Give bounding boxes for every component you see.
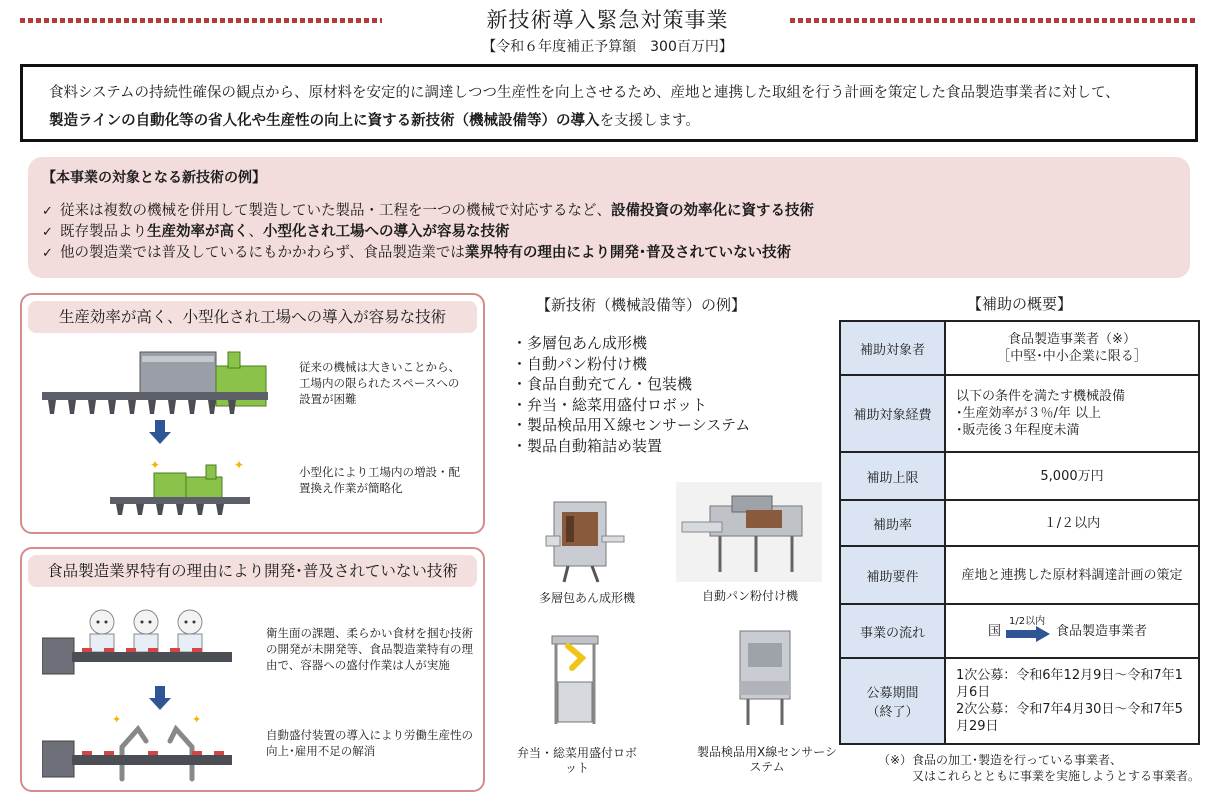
table-row: [840, 604, 1199, 658]
robot-plating-text: 自動盛付装置の導入により労働生産性の向上･雇用不足の解消: [266, 728, 473, 758]
photo-caption: 多層包あん成形機: [538, 591, 635, 605]
tech-examples-list: [512, 333, 750, 456]
check-item-mid: 、: [248, 224, 263, 240]
period-line-2: 2次公募：令和7年4月30日～令和7年5月29日: [956, 702, 1183, 734]
table-header-cell: 補助対象者: [840, 321, 945, 375]
business-flow: [946, 611, 1198, 651]
manual-plating-text: 衛生面の課題、柔らかい食材を掴む技術の開発が未開発等、食品製造業特有の理由で、容器への盛付作業は人が実施: [266, 626, 473, 672]
table-cell: [945, 321, 1199, 375]
table-cell: １/２以内: [945, 500, 1199, 546]
period-line-1: 1次公募：令和6年12月9日～令和7年1月6日: [956, 668, 1183, 700]
table-header-cell: 補助率: [840, 500, 945, 546]
table-header-cell: 事業の流れ: [840, 604, 945, 658]
target-box-title: 【本事業の対象となる新技術の例】: [42, 170, 266, 186]
cost-value-3: ･販売後３年程度未満: [956, 423, 1080, 438]
table-cell: [945, 658, 1199, 744]
check-item-bold-2: 小型化され工場への導入が容易な技術: [263, 224, 510, 240]
table-header-cell: 補助上限: [840, 452, 945, 500]
intro-line-2-bold: 製造ラインの自動化等の省人化や生産性の向上に資する新技術（機械設備等）の導入: [49, 113, 600, 129]
svg-text:✦: ✦: [112, 713, 122, 726]
svg-text:✦: ✦: [192, 713, 202, 726]
list-item: ・ 弁当・総菜用盛付ロボット: [512, 395, 750, 416]
table-row: [840, 658, 1199, 744]
table-header-cell: [840, 658, 945, 744]
table-row: [840, 452, 1199, 500]
intro-line-2-rest: を支援します。: [599, 113, 700, 129]
robot-plating-illustration: [42, 711, 232, 787]
compact-panel-title: 生産効率が高く、小型化され工場への導入が容易な技術: [28, 301, 477, 333]
photo-caption: 弁当・総菜用盛付ロボット: [516, 746, 637, 775]
compact-machine-illustration: [110, 455, 260, 519]
period-label: 公募期間: [866, 686, 919, 701]
table-row: [840, 500, 1199, 546]
target-value-1: 食品製造事業者（※）: [1008, 332, 1136, 347]
check-item-prefix: 他の製造業では普及しているにもかかわらず、食品製造業では: [60, 245, 465, 261]
table-cell: 産地と連携した原材料調達計画の策定: [945, 546, 1199, 604]
flow-target: 食品製造事業者: [1056, 624, 1148, 639]
aid-summary-heading: 【補助の概要】: [967, 295, 1073, 313]
check-item-bold: 業界特有の理由により開発･普及されていない技術: [464, 245, 792, 261]
table-row: [840, 546, 1199, 604]
aid-summary-table: [839, 320, 1200, 745]
check-icon: ✓: [42, 204, 53, 219]
industry-panel-title: 食品製造業界特有の理由により開発･普及されていない技術: [28, 555, 477, 587]
check-item-text: [60, 243, 791, 263]
plating-robot-photo: [548, 628, 604, 728]
list-item: ・ 多層包あん成形機: [512, 333, 750, 354]
check-item-bold: 生産効率が高く: [147, 224, 249, 240]
intro-line-2: [49, 107, 1169, 135]
check-icon: ✓: [42, 246, 53, 261]
list-item: ・ 製品検品用Ｘ線センサーシステム: [512, 415, 750, 436]
large-machine-text: 従来の機械は大きいことから、工場内の限られたスペースへの設置が困難: [299, 360, 460, 406]
target-technology-box: [28, 157, 1190, 278]
table-cell: [945, 375, 1199, 452]
check-item-bold: 設備投資の効率化に資する技術: [611, 203, 814, 219]
industry-specific-technology-panel: [20, 547, 485, 792]
cost-value-2: ･生産効率が３％/年 以上: [956, 406, 1102, 421]
check-item: [42, 243, 1176, 264]
xray-inspection-system-photo: [736, 629, 794, 729]
table-header-cell: 補助要件: [840, 546, 945, 604]
footnote-line-1: （※）食品の加工･製造を行っている事業者、: [878, 753, 1123, 767]
compact-technology-panel: [20, 293, 485, 534]
check-icon: ✓: [42, 225, 53, 240]
title-decoration-right: [790, 18, 1195, 23]
table-header-cell: 補助対象経費: [840, 375, 945, 452]
check-item-text: [60, 222, 510, 242]
target-value-2: ［中堅･中小企業に限る］: [997, 349, 1147, 364]
arrow-right-icon: [1006, 626, 1050, 642]
intro-line-1: 食料システムの持続性確保の観点から、原材料を安定的に調達しつつ生産性を向上させるため、産地と連携した取組を行う計画を策定した食品製造事業者に対して、: [49, 85, 1120, 101]
footnote-line-2: 又はこれらとともに事業を実施しようとする事業者。: [912, 769, 1201, 783]
check-item-prefix: 既存製品より: [60, 224, 147, 240]
photo-caption: 製品検品用X線センサーシステム: [697, 745, 837, 774]
arrow-down-icon: [149, 686, 171, 710]
footnote: [878, 752, 1200, 784]
check-item: [42, 201, 1176, 222]
tech-examples-heading: 【新技術（機械設備等）の例】: [536, 296, 747, 314]
list-item: ・ 食品自動充てん・包装機: [512, 374, 750, 395]
list-item: ・ 自動パン粉付け機: [512, 354, 750, 375]
cost-value-1: 以下の条件を満たす機械設備: [956, 389, 1126, 404]
check-item-prefix: 従来は複数の機械を併用して製造していた製品・工程を一つの機械で対応するなど、: [60, 203, 611, 219]
table-row: [840, 375, 1199, 452]
page-title: 新技術導入緊急対策事業: [486, 8, 729, 32]
table-row: [840, 321, 1199, 375]
budget-line: 【令和６年度補正予算額 300百万円】: [482, 39, 733, 55]
large-machine-illustration: [42, 348, 272, 420]
flow-ratio: 1/2以内: [1009, 616, 1046, 627]
compact-machine-text: 小型化により工場内の増設・配置換え作業が簡略化: [299, 465, 460, 495]
title-bar: [0, 4, 1215, 34]
period-status: （終了）: [866, 705, 919, 720]
flow-country: 国: [988, 624, 1002, 639]
manual-workers-illustration: [42, 604, 232, 684]
arrow-down-icon: [149, 420, 171, 444]
svg-text:✦: ✦: [150, 458, 161, 472]
multilayer-forming-machine-photo: [540, 496, 630, 586]
intro-box: [20, 64, 1198, 142]
photo-caption: 自動パン粉付け機: [701, 589, 798, 603]
list-item: ・ 製品自動箱詰め装置: [512, 436, 750, 457]
check-item: [42, 222, 1176, 243]
check-item-text: [60, 201, 814, 221]
bread-crumb-machine-photo: [676, 482, 822, 582]
table-cell: [945, 604, 1199, 658]
table-cell: 5,000万円: [945, 452, 1199, 500]
svg-text:✦: ✦: [234, 458, 245, 472]
